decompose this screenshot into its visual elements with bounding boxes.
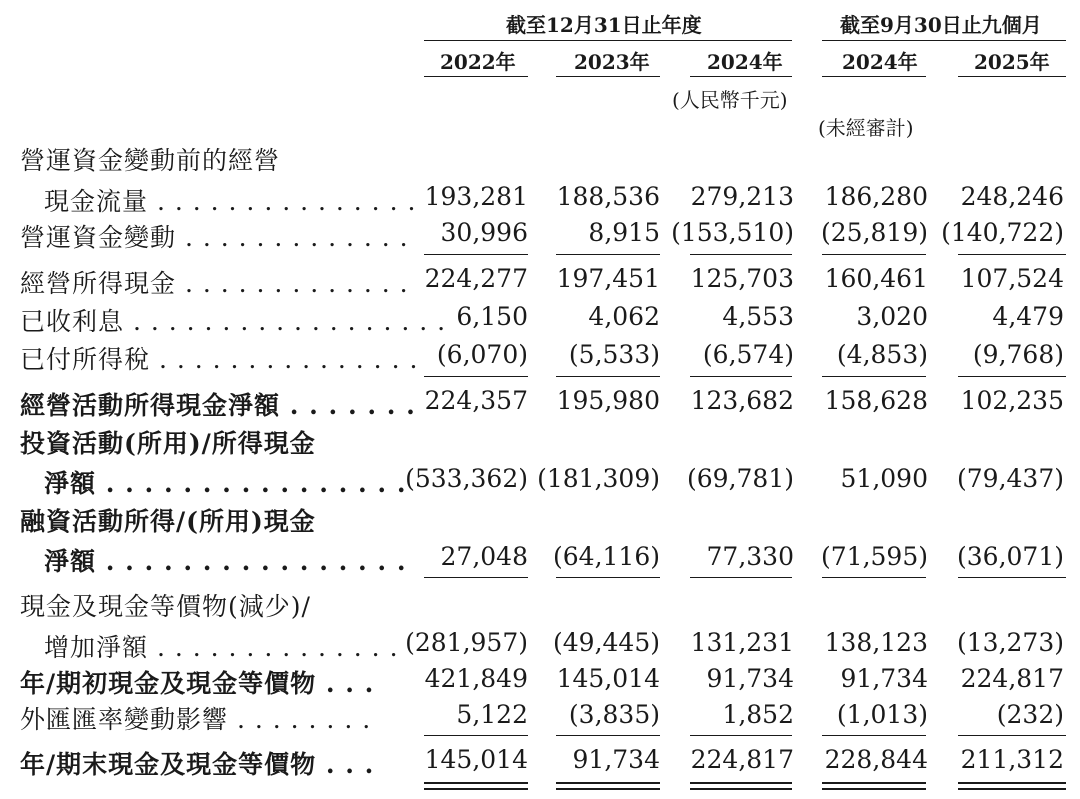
year-underline (958, 76, 1066, 77)
cell-2024-9m: (4,853) (836, 340, 928, 369)
subtotal-rule (958, 735, 1066, 736)
cell-2025-9m: 211,312 (960, 745, 1064, 774)
cell-2024-9m: 3,020 (856, 302, 928, 331)
cell-2025-9m: (79,437) (957, 464, 1064, 493)
row-label: 投資活動(所用)/所得現金 (20, 429, 316, 458)
cell-2025-9m: 4,479 (992, 302, 1064, 331)
row-label: 融資活動所得/(所用)現金 (20, 507, 316, 536)
subtotal-rule (424, 577, 528, 578)
cell-2024: (69,781) (687, 464, 794, 493)
cell-2024-9m: (1,013) (836, 700, 928, 729)
cell-2024: (6,574) (702, 340, 794, 369)
subtotal-rule (424, 735, 528, 736)
total-double-rule (822, 782, 926, 784)
year-header-2023: 2023年 (574, 50, 650, 74)
cell-2023: 188,536 (556, 182, 660, 211)
cell-2024-9m: 158,628 (824, 386, 928, 415)
cell-2024: 123,682 (690, 386, 794, 415)
row-label: 營運資金變動前的經營 (20, 146, 281, 175)
total-double-rule (690, 788, 792, 790)
subtotal-rule (556, 376, 660, 377)
cell-2022: 145,014 (424, 745, 528, 774)
subtotal-rule (690, 577, 792, 578)
unit-label: (人民幣千元) (672, 88, 788, 112)
year-underline (822, 76, 926, 77)
cell-2025-9m: 107,524 (960, 264, 1064, 293)
total-double-rule (424, 788, 528, 790)
row-label: 現金及現金等價物(減少)/ (20, 592, 311, 621)
cell-2023: 195,980 (556, 386, 660, 415)
cell-2023: (3,835) (568, 700, 660, 729)
cell-2022: 27,048 (440, 542, 528, 571)
cell-2022: (533,362) (405, 464, 528, 493)
cell-2025-9m: (36,071) (957, 542, 1064, 571)
row-label: 外匯匯率變動影響 . . . . . . . . (20, 705, 372, 734)
group-underline-fy (424, 40, 792, 41)
cell-2022: 6,150 (456, 302, 528, 331)
cell-2023: (49,445) (553, 628, 660, 657)
cell-2022: 193,281 (424, 182, 528, 211)
subtotal-rule (556, 577, 660, 578)
cell-2024: 131,231 (690, 628, 794, 657)
cell-2024-9m: 51,090 (840, 464, 928, 493)
total-double-rule (556, 788, 660, 790)
cell-2023: 4,062 (588, 302, 660, 331)
subtotal-rule (556, 735, 660, 736)
total-double-rule (822, 788, 926, 790)
subtotal-rule (822, 254, 926, 255)
row-label: 經營活動所得現金淨額 . . . . . . . (20, 391, 416, 420)
cell-2023: 145,014 (556, 664, 660, 693)
cell-2025-9m: (232) (996, 700, 1064, 729)
cell-2023: (181,309) (537, 464, 660, 493)
year-header-2025-9m: 2025年 (974, 50, 1050, 74)
cell-2022: 5,122 (456, 700, 528, 729)
subtotal-rule (958, 376, 1066, 377)
row-label: 淨額 . . . . . . . . . . . . . . . . (44, 547, 407, 576)
cell-2025-9m: 248,246 (960, 182, 1064, 211)
group-header-nine-months: 截至9月30日止九個月 (840, 13, 1042, 37)
total-double-rule (424, 782, 528, 784)
cell-2024: 125,703 (690, 264, 794, 293)
subtotal-rule (958, 577, 1066, 578)
cell-2024: 224,817 (690, 745, 794, 774)
cell-2024: 91,734 (706, 664, 794, 693)
cell-2023: 197,451 (556, 264, 660, 293)
cell-2024-9m: (71,595) (821, 542, 928, 571)
cell-2022: (6,070) (436, 340, 528, 369)
subtotal-rule (690, 376, 792, 377)
cell-2023: 8,915 (588, 218, 660, 247)
cell-2025-9m: 224,817 (960, 664, 1064, 693)
unaudited-label: (未經審計) (818, 116, 914, 140)
subtotal-rule (822, 735, 926, 736)
row-label: 營運資金變動 . . . . . . . . . . . . . (20, 223, 409, 252)
subtotal-rule (822, 577, 926, 578)
cell-2022: 224,277 (424, 264, 528, 293)
cell-2023: 91,734 (572, 745, 660, 774)
subtotal-rule (556, 254, 660, 255)
row-label: 經營所得現金 . . . . . . . . . . . . . (20, 269, 409, 298)
cell-2025-9m: 102,235 (960, 386, 1064, 415)
row-label: 淨額 . . . . . . . . . . . . . . . . (44, 469, 407, 498)
cell-2022: (281,957) (405, 628, 528, 657)
cell-2024: 1,852 (722, 700, 794, 729)
group-header-fiscal-year: 截至12月31日止年度 (506, 13, 702, 37)
row-label: 現金流量 . . . . . . . . . . . . . . . (44, 187, 417, 216)
total-double-rule (690, 782, 792, 784)
row-label: 增加淨額 . . . . . . . . . . . . . . (44, 633, 399, 662)
subtotal-rule (424, 254, 528, 255)
cell-2024-9m: (25,819) (821, 218, 928, 247)
subtotal-rule (690, 254, 792, 255)
year-underline (424, 76, 528, 77)
row-label: 已收利息 . . . . . . . . . . . . . . . . . . (20, 307, 447, 336)
total-double-rule (958, 782, 1066, 784)
row-label: 年/期初現金及現金等價物 . . . (20, 669, 375, 698)
cell-2024-9m: 138,123 (824, 628, 928, 657)
cell-2024-9m: 186,280 (824, 182, 928, 211)
year-header-2024: 2024年 (707, 50, 783, 74)
row-label: 年/期末現金及現金等價物 . . . (20, 750, 375, 779)
subtotal-rule (958, 254, 1066, 255)
cell-2025-9m: (140,722) (941, 218, 1064, 247)
cell-2024: (153,510) (671, 218, 794, 247)
cell-2024-9m: 91,734 (840, 664, 928, 693)
year-header-2024-9m: 2024年 (842, 50, 918, 74)
cell-2022: 224,357 (424, 386, 528, 415)
cell-2024-9m: 160,461 (824, 264, 928, 293)
cell-2025-9m: (9,768) (972, 340, 1064, 369)
year-header-2022: 2022年 (440, 50, 516, 74)
cell-2022: 421,849 (424, 664, 528, 693)
year-underline (690, 76, 792, 77)
cell-2024: 279,213 (690, 182, 794, 211)
row-label: 已付所得稅 . . . . . . . . . . . . . . . (20, 345, 419, 374)
total-double-rule (958, 788, 1066, 790)
total-double-rule (556, 782, 660, 784)
subtotal-rule (690, 735, 792, 736)
cell-2024-9m: 228,844 (824, 745, 928, 774)
subtotal-rule (822, 376, 926, 377)
cell-2022: 30,996 (440, 218, 528, 247)
subtotal-rule (424, 376, 528, 377)
cell-2024: 77,330 (706, 542, 794, 571)
cell-2023: (64,116) (553, 542, 660, 571)
year-underline (556, 76, 660, 77)
cell-2023: (5,533) (568, 340, 660, 369)
cell-2025-9m: (13,273) (957, 628, 1064, 657)
group-underline-9m (822, 40, 1066, 41)
cell-2024: 4,553 (722, 302, 794, 331)
